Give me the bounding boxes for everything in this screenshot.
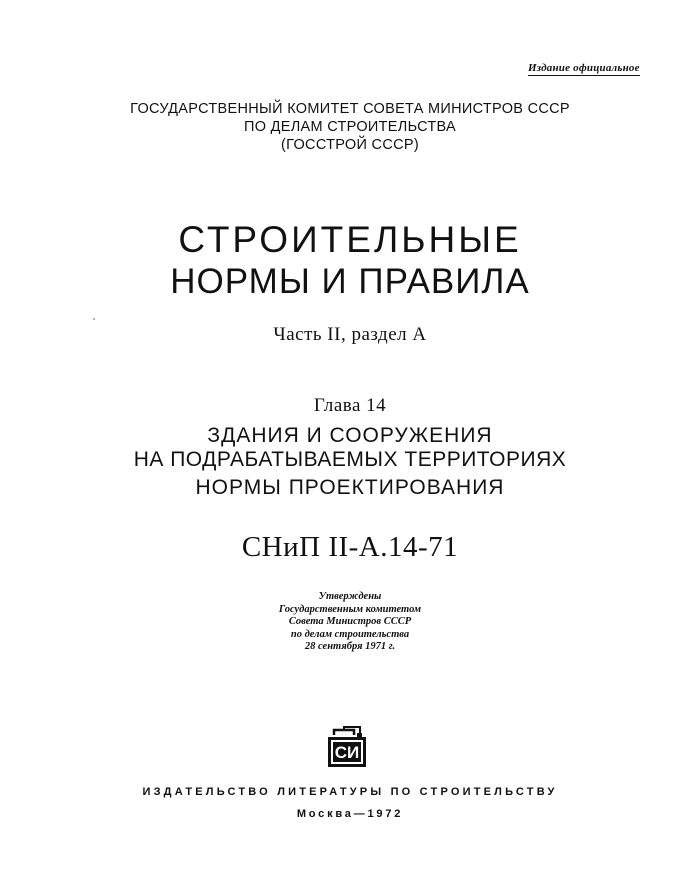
committee-heading (0, 100, 700, 154)
part-label: Часть II, раздел А (273, 324, 427, 345)
edition-note: Издание официальное (528, 62, 640, 74)
approval-line-2: Государственным комитетом (278, 603, 422, 615)
approval-line-5: 28 сентября 1971 г. (304, 641, 396, 652)
city-year: Москва—1972 (296, 808, 404, 820)
committee-line-3: (ГОССТРОЙ СССР) (281, 137, 419, 153)
subject-line-3: НОРМЫ ПРОЕКТИРОВАНИЯ (195, 476, 505, 499)
approval-line-3: Совета Министров СССР (288, 616, 412, 627)
scan-speck (93, 318, 95, 320)
subject-line-2: НА ПОДРАБАТЫВАЕМЫХ ТЕРРИТОРИЯХ (133, 448, 567, 471)
approval-line-1: Утверждены (318, 591, 382, 602)
subject-line-1: ЗДАНИЯ И СООРУЖЕНИЯ (207, 424, 493, 447)
committee-line-2: ПО ДЕЛАМ СТРОИТЕЛЬСТВА (244, 119, 456, 135)
document-title-line-2: НОРМЫ И ПРАВИЛА (170, 262, 530, 301)
logo-text: СИ (334, 743, 360, 762)
document-title-line-1: СТРОИТЕЛЬНЫЕ (178, 219, 522, 260)
publisher-name: ИЗДАТЕЛЬСТВО ЛИТЕРАТУРЫ ПО СТРОИТЕЛЬСТВУ (142, 786, 558, 798)
approval-note (0, 591, 700, 654)
chapter-label: Глава 14 (313, 395, 387, 416)
publisher-logo-icon (324, 725, 370, 771)
approval-line-4: по делам строительства (290, 628, 410, 640)
document-code: СНиП II-А.14-71 (241, 531, 459, 563)
committee-line-1: ГОСУДАРСТВЕННЫЙ КОМИТЕТ СОВЕТА МИНИСТРОВ СССР (130, 101, 570, 117)
